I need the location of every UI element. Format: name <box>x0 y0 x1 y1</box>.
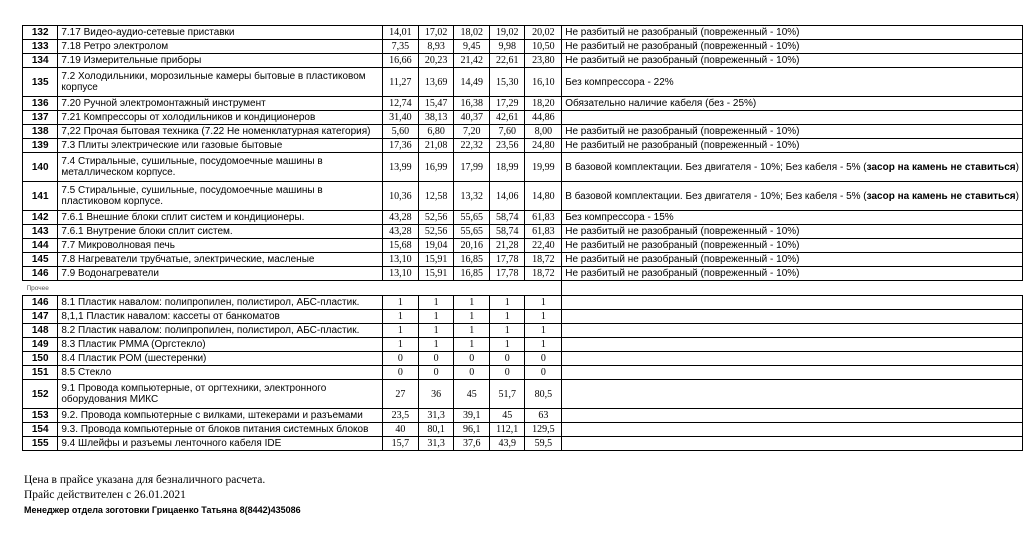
item-note <box>562 437 1023 451</box>
row-number: 147 <box>23 310 58 324</box>
table-row <box>23 366 1023 380</box>
price-cell: 0 <box>454 366 490 380</box>
item-note <box>562 338 1023 352</box>
price-cell: 24,80 <box>525 139 562 153</box>
row-number: 138 <box>23 125 58 139</box>
price-cell: 8,00 <box>525 125 562 139</box>
section-label: Прочее <box>26 284 49 292</box>
note-text: В базовой комплектации. Без двигателя - 10%; Без кабеля - 5% ( <box>565 161 867 173</box>
price-cell: 15,68 <box>382 239 418 253</box>
price-cell: 5,60 <box>382 125 418 139</box>
table-row <box>23 296 1023 310</box>
item-note: Не разбитый не разобраный (повреженный - 10%) <box>562 253 1023 267</box>
price-cell: 80,1 <box>418 423 454 437</box>
price-cell: 1 <box>490 310 525 324</box>
price-cell: 0 <box>454 352 490 366</box>
row-number: 148 <box>23 324 58 338</box>
item-name: 7.19 Измерительные приборы <box>58 54 383 68</box>
item-name: 7.9 Водонагреватели <box>58 267 383 281</box>
item-note <box>562 423 1023 437</box>
price-cell: 17,78 <box>490 253 525 267</box>
price-cell: 55,65 <box>454 225 490 239</box>
note-bold-text: засор на камень не ставиться <box>866 190 1016 202</box>
price-cell: 22,32 <box>454 139 490 153</box>
item-name: 7.3 Плиты электрические или газовые бытовые <box>58 139 383 153</box>
price-cell: 40 <box>382 423 418 437</box>
price-cell: 27 <box>382 380 418 409</box>
price-cell: 22,40 <box>525 239 562 253</box>
row-number: 151 <box>23 366 58 380</box>
item-note <box>562 182 1023 211</box>
price-cell: 52,56 <box>418 225 454 239</box>
price-cell: 0 <box>418 366 454 380</box>
price-cell: 43,28 <box>382 225 418 239</box>
price-cell: 19,02 <box>490 26 525 40</box>
price-cell: 7,35 <box>382 40 418 54</box>
price-cell: 16,99 <box>418 153 454 182</box>
price-cell: 14,01 <box>382 26 418 40</box>
item-name: 7.7 Микроволновая печь <box>58 239 383 253</box>
table-row <box>23 437 1023 451</box>
table-row <box>23 68 1023 97</box>
note-text-end: ) <box>1015 161 1019 173</box>
row-number: 146 <box>23 267 58 281</box>
row-number: 154 <box>23 423 58 437</box>
price-cell: 16,85 <box>454 253 490 267</box>
item-name: 7.18 Ретро электролом <box>58 40 383 54</box>
price-cell: 10,50 <box>525 40 562 54</box>
item-note: Не разбитый не разобраный (повреженный - 10%) <box>562 239 1023 253</box>
price-cell: 44,86 <box>525 111 562 125</box>
row-number: 149 <box>23 338 58 352</box>
price-cell: 14,49 <box>454 68 490 97</box>
item-name: 8.3 Пластик PMMA (Оргстекло) <box>58 338 383 352</box>
item-note <box>562 352 1023 366</box>
item-note: Не разбитый не разобраный (повреженный - 10%) <box>562 125 1023 139</box>
price-cell: 17,29 <box>490 97 525 111</box>
price-cell: 12,74 <box>382 97 418 111</box>
price-cell: 14,06 <box>490 182 525 211</box>
price-cell: 15,47 <box>418 97 454 111</box>
item-name: 7,22 Прочая бытовая техника (7.22 Не номенклатурная категория) <box>58 125 383 139</box>
price-cell: 18,20 <box>525 97 562 111</box>
item-note <box>562 366 1023 380</box>
table-section-plastics-wires <box>23 296 1023 451</box>
price-cell: 31,3 <box>418 409 454 423</box>
footer-manager-contact: Менеджер отдела зоготовки Грицаенко Татьяна 8(8442)435086 <box>24 505 301 515</box>
price-cell: 1 <box>490 338 525 352</box>
price-cell: 1 <box>382 338 418 352</box>
row-number: 137 <box>23 111 58 125</box>
price-cell: 43,9 <box>490 437 525 451</box>
row-number: 139 <box>23 139 58 153</box>
item-note <box>562 296 1023 310</box>
price-cell: 0 <box>490 366 525 380</box>
row-number: 153 <box>23 409 58 423</box>
price-cell: 45 <box>490 409 525 423</box>
price-cell: 45 <box>454 380 490 409</box>
row-number: 146 <box>23 296 58 310</box>
price-cell: 0 <box>418 352 454 366</box>
item-note <box>562 409 1023 423</box>
row-number: 132 <box>23 26 58 40</box>
price-cell: 11,27 <box>382 68 418 97</box>
price-cell: 1 <box>382 324 418 338</box>
price-cell: 19,04 <box>418 239 454 253</box>
price-cell: 59,5 <box>525 437 562 451</box>
table-row <box>23 225 1023 239</box>
row-number: 152 <box>23 380 58 409</box>
price-cell: 20,23 <box>418 54 454 68</box>
price-cell: 1 <box>525 310 562 324</box>
item-note <box>562 324 1023 338</box>
item-note: Без компрессора - 15% <box>562 211 1023 225</box>
price-cell: 0 <box>382 366 418 380</box>
item-name: 9.1 Провода компьютерные, от оргтехники, электронного оборудования МИКС <box>58 380 383 409</box>
table-row <box>23 324 1023 338</box>
item-name: 9.2. Провода компьютерные с вилками, штекерами и разъемами <box>58 409 383 423</box>
price-cell: 63 <box>525 409 562 423</box>
footer-note-valid-from: Прайс действителен с 26.01.2021 <box>24 489 186 501</box>
table-row <box>23 338 1023 352</box>
item-note <box>562 310 1023 324</box>
price-cell: 13,69 <box>418 68 454 97</box>
item-name: 9.3. Провода компьютерные от блоков питания системных блоков <box>58 423 383 437</box>
price-cell: 15,91 <box>418 267 454 281</box>
price-cell: 13,32 <box>454 182 490 211</box>
note-bold-text: засор на камень не ставиться <box>866 161 1016 173</box>
section-row <box>23 281 1023 296</box>
table-row <box>23 182 1023 211</box>
price-cell: 18,99 <box>490 153 525 182</box>
item-name: 7.21 Компрессоры от холодильников и кондиционеров <box>58 111 383 125</box>
price-cell: 18,02 <box>454 26 490 40</box>
price-cell: 17,36 <box>382 139 418 153</box>
table-row <box>23 310 1023 324</box>
price-cell: 15,30 <box>490 68 525 97</box>
price-cell: 16,66 <box>382 54 418 68</box>
price-cell: 51,7 <box>490 380 525 409</box>
price-cell: 9,45 <box>454 40 490 54</box>
price-cell: 13,99 <box>382 153 418 182</box>
price-cell: 52,56 <box>418 211 454 225</box>
price-cell: 129,5 <box>525 423 562 437</box>
item-note: Не разбитый не разобраный (повреженный - 10%) <box>562 26 1023 40</box>
price-cell: 17,02 <box>418 26 454 40</box>
table-row <box>23 352 1023 366</box>
price-cell: 15,91 <box>418 253 454 267</box>
item-name: 8.2 Пластик навалом: полипропилен, полистирол, АБС-пластик. <box>58 324 383 338</box>
price-cell: 7,60 <box>490 125 525 139</box>
price-cell: 1 <box>454 338 490 352</box>
price-cell: 21,28 <box>490 239 525 253</box>
table-row <box>23 239 1023 253</box>
price-cell: 1 <box>454 310 490 324</box>
table-row <box>23 125 1023 139</box>
item-note: Не разбитый не разобраный (повреженный - 10%) <box>562 54 1023 68</box>
table-row <box>23 253 1023 267</box>
item-note: Не разбитый не разобраный (повреженный - 10%) <box>562 40 1023 54</box>
row-number: 135 <box>23 68 58 97</box>
price-cell: 1 <box>418 338 454 352</box>
price-cell: 1 <box>418 310 454 324</box>
price-cell: 96,1 <box>454 423 490 437</box>
item-name: 7.6.1 Внешние блоки сплит систем и кондиционеры. <box>58 211 383 225</box>
price-cell: 10,36 <box>382 182 418 211</box>
row-number: 144 <box>23 239 58 253</box>
table-row <box>23 54 1023 68</box>
note-text-end: ) <box>1015 190 1019 202</box>
item-name: 7.4 Стиральные, сушильные, посудомоечные машины в металлическом корпусе. <box>58 153 383 182</box>
table-row <box>23 97 1023 111</box>
item-name: 9.4 Шлейфы и разъемы ленточного кабеля IDE <box>58 437 383 451</box>
item-name: 7.6.1 Внутрение блоки сплит систем. <box>58 225 383 239</box>
price-cell: 36 <box>418 380 454 409</box>
row-number: 155 <box>23 437 58 451</box>
price-cell: 21,08 <box>418 139 454 153</box>
item-note: Не разбитый не разобраный (повреженный - 10%) <box>562 225 1023 239</box>
price-cell: 18,72 <box>525 267 562 281</box>
item-name: 8.1 Пластик навалом: полипропилен, полистирол, АБС-пластик. <box>58 296 383 310</box>
item-note <box>562 380 1023 409</box>
row-number: 143 <box>23 225 58 239</box>
row-number: 145 <box>23 253 58 267</box>
price-cell: 23,5 <box>382 409 418 423</box>
row-number: 140 <box>23 153 58 182</box>
price-cell: 58,74 <box>490 211 525 225</box>
price-cell: 20,02 <box>525 26 562 40</box>
table-section-header <box>23 281 1023 296</box>
price-cell: 1 <box>525 338 562 352</box>
price-cell: 1 <box>382 310 418 324</box>
price-cell: 1 <box>490 324 525 338</box>
price-cell: 23,80 <box>525 54 562 68</box>
row-number: 133 <box>23 40 58 54</box>
price-cell: 23,56 <box>490 139 525 153</box>
price-cell: 13,10 <box>382 253 418 267</box>
item-note: Не разбитый не разобраный (повреженный - 10%) <box>562 267 1023 281</box>
price-cell: 58,74 <box>490 225 525 239</box>
price-cell: 17,99 <box>454 153 490 182</box>
item-name: 8.4 Пластик POM (шестеренки) <box>58 352 383 366</box>
table-row <box>23 40 1023 54</box>
price-cell: 12,58 <box>418 182 454 211</box>
price-cell: 112,1 <box>490 423 525 437</box>
price-cell: 0 <box>525 352 562 366</box>
item-note <box>562 111 1023 125</box>
price-cell: 16,38 <box>454 97 490 111</box>
price-cell: 16,10 <box>525 68 562 97</box>
table-section-electronics <box>23 26 1023 281</box>
price-cell: 38,13 <box>418 111 454 125</box>
price-cell: 61,83 <box>525 211 562 225</box>
item-name: 8.5 Стекло <box>58 366 383 380</box>
price-cell: 42,61 <box>490 111 525 125</box>
table-row <box>23 26 1023 40</box>
table-row <box>23 111 1023 125</box>
item-note: Без компрессора - 22% <box>562 68 1023 97</box>
price-cell: 1 <box>490 296 525 310</box>
price-cell: 1 <box>418 296 454 310</box>
item-name: 7.8 Нагреватели трубчатые, электрические, масленые <box>58 253 383 267</box>
item-note: Обязательно наличие кабеля (без - 25%) <box>562 97 1023 111</box>
price-cell: 21,42 <box>454 54 490 68</box>
price-cell: 80,5 <box>525 380 562 409</box>
price-cell: 31,3 <box>418 437 454 451</box>
row-number: 141 <box>23 182 58 211</box>
price-cell: 39,1 <box>454 409 490 423</box>
price-cell: 8,93 <box>418 40 454 54</box>
price-cell: 14,80 <box>525 182 562 211</box>
price-cell: 16,85 <box>454 267 490 281</box>
price-cell: 61,83 <box>525 225 562 239</box>
footer-note-cashless: Цена в прайсе указана для безналичного расчета. <box>24 474 266 486</box>
price-cell: 6,80 <box>418 125 454 139</box>
price-cell: 22,61 <box>490 54 525 68</box>
table-row <box>23 423 1023 437</box>
row-number: 134 <box>23 54 58 68</box>
table-row <box>23 380 1023 409</box>
price-cell: 18,72 <box>525 253 562 267</box>
table-row <box>23 409 1023 423</box>
price-cell: 7,20 <box>454 125 490 139</box>
price-cell: 1 <box>382 296 418 310</box>
item-note: Не разбитый не разобраный (повреженный - 10%) <box>562 139 1023 153</box>
price-cell: 15,7 <box>382 437 418 451</box>
price-cell: 1 <box>525 324 562 338</box>
price-cell: 0 <box>490 352 525 366</box>
price-cell: 20,16 <box>454 239 490 253</box>
table-row <box>23 267 1023 281</box>
price-cell: 9,98 <box>490 40 525 54</box>
note-text: В базовой комплектации. Без двигателя - 10%; Без кабеля - 5% ( <box>565 190 867 202</box>
price-cell: 19,99 <box>525 153 562 182</box>
row-number: 136 <box>23 97 58 111</box>
table-row <box>23 153 1023 182</box>
item-name: 7.17 Видео-аудио-сетевые приставки <box>58 26 383 40</box>
item-name: 7.2 Холодильники, морозильные камеры бытовые в пластиковом корпусе <box>58 68 383 97</box>
price-cell: 13,10 <box>382 267 418 281</box>
row-number: 142 <box>23 211 58 225</box>
item-name: 8,1,1 Пластик навалом: кассеты от банкоматов <box>58 310 383 324</box>
price-cell: 55,65 <box>454 211 490 225</box>
price-cell: 31,40 <box>382 111 418 125</box>
price-cell: 1 <box>418 324 454 338</box>
price-cell: 43,28 <box>382 211 418 225</box>
price-cell: 0 <box>525 366 562 380</box>
item-name: 7.20 Ручной электромонтажный инструмент <box>58 97 383 111</box>
row-number: 150 <box>23 352 58 366</box>
price-cell: 1 <box>454 324 490 338</box>
price-cell: 1 <box>525 296 562 310</box>
price-table <box>22 25 1023 451</box>
price-cell: 0 <box>382 352 418 366</box>
item-note <box>562 153 1023 182</box>
price-cell: 40,37 <box>454 111 490 125</box>
item-name: 7.5 Стиральные, сушильные, посудомоечные машины в пластиковом корпусе. <box>58 182 383 211</box>
price-cell: 17,78 <box>490 267 525 281</box>
table-row <box>23 211 1023 225</box>
price-cell: 1 <box>454 296 490 310</box>
table-row <box>23 139 1023 153</box>
price-cell: 37,6 <box>454 437 490 451</box>
